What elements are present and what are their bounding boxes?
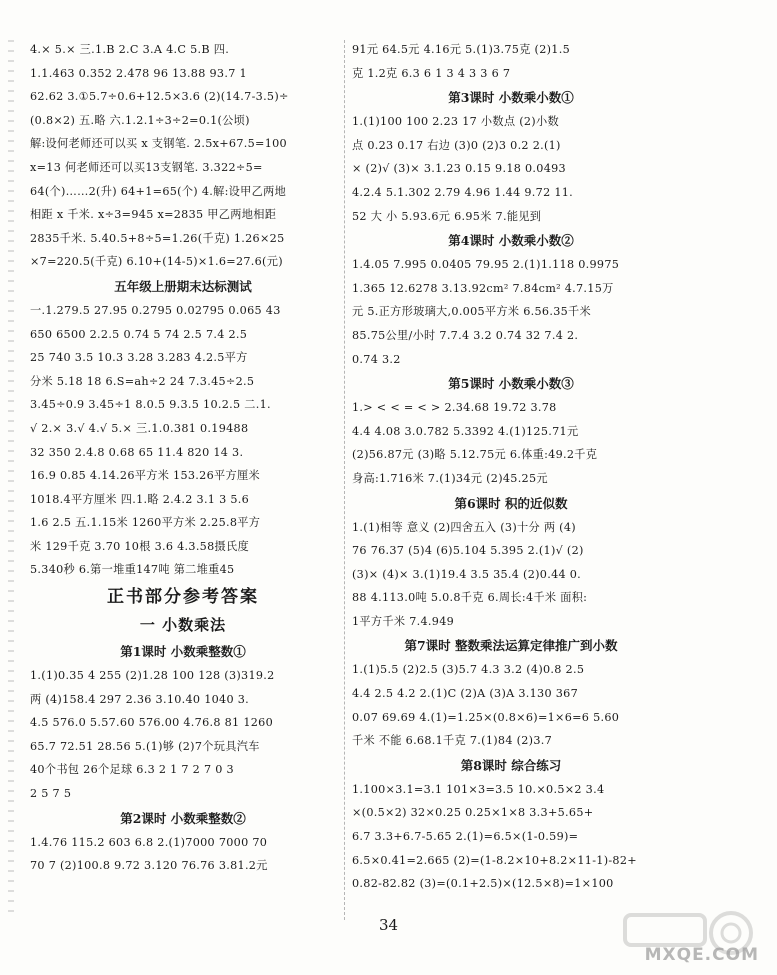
- lesson-title: 第3课时 小数乘小数①: [448, 90, 574, 106]
- lesson6-lines: [352, 516, 670, 634]
- answer-line: × (2)√ (3)× 3.1.23 0.15 9.18 0.0493: [352, 162, 566, 176]
- answer-line: 4.5 576.0 5.57.60 576.00 4.76.8 81 1260: [30, 716, 273, 730]
- left-lines-test: [30, 299, 336, 582]
- answer-line: 1.4.76 115.2 603 6.8 2.(1)7000 7000 70: [30, 835, 268, 849]
- answer-line: (2)56.87元 (3)略 5.12.75元 6.体重:49.2千克: [352, 448, 598, 462]
- lesson3-lines: [352, 110, 670, 228]
- answer-line: 1.1.463 0.352 2.478 96 13.88 93.7 1: [30, 66, 247, 80]
- answer-line: 40个书包 26个足球 6.3 2 1 7 2 7 0 3: [30, 763, 234, 777]
- answer-line: 1018.4平方厘米 四.1.略 2.4.2 3.1 3 5.6: [30, 492, 250, 506]
- answer-line: 0.82-82.82 (3)=(0.1+2.5)×(12.5×8)=1×100: [352, 877, 614, 891]
- left-column: [30, 38, 336, 878]
- answer-line: 64(个)……2(升) 64+1=65(个) 4.解:设甲乙两地: [30, 184, 287, 198]
- answer-line: 千米 不能 6.68.1千克 7.(1)84 (2)3.7: [352, 734, 553, 748]
- section-title: 正书部分参考答案: [107, 587, 259, 608]
- lesson1-lines: [30, 664, 336, 806]
- answer-line: ×7=220.5(千克) 6.10+(14-5)×1.6=27.6(元): [30, 255, 283, 269]
- answer-line: √ 2.× 3.√ 4.√ 5.× 三.1.0.381 0.19488: [30, 421, 249, 435]
- lesson-title: 第6课时 积的近似数: [454, 495, 568, 511]
- answer-line: 分米 5.18 18 6.S=ah÷2 24 7.3.45÷2.5: [30, 374, 255, 388]
- answer-line: 两 (4)158.4 297 2.36 3.10.40 1040 3.: [30, 692, 250, 706]
- answer-line: ×(0.5×2) 32×0.25 0.25×1×8 3.3+5.65+: [352, 806, 594, 820]
- answer-line: 4.× 5.× 三.1.B 2.C 3.A 4.C 5.B 四.: [30, 43, 230, 56]
- answer-line: (0.8×2) 五.略 六.1.2.1÷3÷2=0.1(公顷): [30, 113, 250, 127]
- answer-line: 25 740 3.5 10.3 3.28 3.283 4.2.5平方: [30, 351, 248, 365]
- test-title: 五年级上册期末达标测试: [114, 278, 252, 294]
- answer-line: 650 6500 2.2.5 0.74 5 74 2.5 7.4 2.5: [30, 327, 248, 341]
- column-divider: [344, 40, 345, 920]
- answer-line: (3)× (4)× 3.(1)19.4 3.5 35.4 (2)0.44 0.: [352, 567, 582, 581]
- answer-line: 2 5 7 5: [30, 787, 72, 801]
- lesson-title: 第8课时 综合练习: [460, 757, 562, 773]
- answer-line: 身高:1.716米 7.(1)34元 (2)45.25元: [352, 471, 548, 485]
- lesson4-lines: [352, 253, 670, 371]
- answer-line: 32 350 2.4.8 0.68 65 11.4 820 14 3.: [30, 445, 244, 459]
- answer-line: 1.> < < = < > 2.34.68 19.72 3.78: [352, 401, 557, 415]
- answer-line: 91元 64.5元 4.16元 5.(1)3.75克 (2)1.5: [352, 43, 570, 56]
- answer-line: 62.62 3.①5.7÷0.6+12.5×3.6 (2)(14.7-3.5)÷: [30, 90, 289, 104]
- answer-line: 1.(1)5.5 (2)2.5 (3)5.7 4.3 3.2 (4)0.8 2.5: [352, 663, 585, 677]
- answer-line: 1.(1)100 100 2.23 17 小数点 (2)小数: [352, 115, 559, 129]
- answer-line: 1.6 2.5 五.1.15米 1260平方米 2.25.8平方: [30, 516, 261, 530]
- lesson8-lines: [352, 778, 670, 896]
- lesson5-lines: [352, 396, 670, 490]
- answer-line: 88 4.113.0吨 5.0.8千克 6.周长:4千米 面积:: [352, 591, 588, 605]
- lesson2-lines: [30, 831, 336, 878]
- answer-line: 1.4.05 7.995 0.0405 79.95 2.(1)1.118 0.9975: [352, 258, 620, 272]
- answer-line: 克 1.2克 6.3 6 1 3 4 3 3 6 7: [352, 66, 511, 80]
- lesson-title: 第4课时 小数乘小数②: [448, 233, 574, 249]
- answer-line: 0.07 69.69 4.(1)=1.25×(0.8×6)=1×6=6 5.60: [352, 710, 620, 724]
- answer-line: 85.75公里/小时 7.7.4 3.2 0.74 32 7.4 2.: [352, 328, 579, 342]
- answer-line: 点 0.23 0.17 右边 (3)0 (2)3 0.2 2.(1): [352, 138, 561, 152]
- answer-line: 解:设何老师还可以买 x 支钢笔. 2.5x+67.5=100: [30, 137, 287, 151]
- chapter-title: 一 小数乘法: [139, 616, 227, 635]
- answer-line: 元 5.正方形玻璃大,0.005平方米 6.56.35千米: [352, 305, 592, 319]
- answer-line: 65.7 72.51 28.56 5.(1)够 (2)7个玩具汽车: [30, 739, 260, 753]
- answer-line: 米 129千克 3.70 10根 3.6 4.3.58摄氏度: [30, 539, 249, 553]
- answer-line: 0.74 3.2: [352, 352, 401, 366]
- answer-line: 4.4 2.5 4.2 2.(1)C (2)A (3)A 3.130 367: [352, 687, 578, 701]
- answer-line: x=13 何老师还可以买13支钢笔. 3.322÷5=: [30, 160, 263, 174]
- lesson-title: 第7课时 整数乘法运算定律推广到小数: [404, 638, 618, 654]
- right-lines-top: [352, 38, 670, 85]
- answer-line: 1.(1)0.35 4 255 (2)1.28 100 128 (3)319.2: [30, 669, 275, 683]
- answer-line: 6.5×0.41=2.665 (2)=(1-8.2×10+8.2×11-1)-82+: [352, 853, 637, 867]
- answer-line: 1.100×3.1=3.1 101×3=3.5 10.×0.5×2 3.4: [352, 782, 605, 796]
- binding-margin: [8, 40, 14, 920]
- answer-line: 一.1.279.5 27.95 0.2795 0.02795 0.065 43: [30, 303, 281, 317]
- right-column: [352, 38, 670, 896]
- answer-line: 4.2.4 5.1.302 2.79 4.96 1.44 9.72 11.: [352, 185, 574, 199]
- answer-line: 1.(1)相等 意义 (2)四舍五入 (3)十分 两 (4): [352, 520, 576, 534]
- answer-line: 1平方千米 7.4.949: [352, 614, 455, 628]
- answer-line: 3.45÷0.9 3.45÷1 8.0.5 9.3.5 10.2.5 二.1.: [30, 398, 271, 412]
- page-number: 34: [378, 916, 399, 934]
- left-lines-top: [30, 38, 336, 274]
- lesson7-lines: [352, 658, 670, 752]
- lesson-title: 第2课时 小数乘整数②: [120, 810, 246, 826]
- answer-line: 相距 x 千米. x÷3=945 x=2835 甲乙两地相距: [30, 208, 277, 222]
- answer-line: 2835千米. 5.40.5+8÷5=1.26(千克) 1.26×25: [30, 231, 285, 245]
- answer-line: 4.4 4.08 3.0.782 5.3392 4.(1)125.71元: [352, 424, 579, 438]
- answer-line: 6.7 3.3+6.7-5.65 2.(1)=6.5×(1-0.59)=: [352, 830, 579, 844]
- answer-line: 70 7 (2)100.8 9.72 3.120 76.76 3.81.2元: [30, 859, 268, 873]
- answer-line: 1.365 12.6278 3.13.92cm² 7.84cm² 4.7.15万: [352, 281, 614, 295]
- watermark-text: MXQE.COM: [644, 945, 759, 965]
- answer-line: 52 大 小 5.93.6元 6.95米 7.能见到: [352, 209, 542, 223]
- answer-line: 16.9 0.85 4.14.26平方米 153.26平方厘米: [30, 469, 260, 483]
- answer-line: 76 76.37 (5)4 (6)5.104 5.395 2.(1)√ (2): [352, 544, 584, 558]
- answer-line: 5.340秒 6.第一堆重147吨 第二堆重45: [30, 563, 235, 577]
- lesson-title: 第1课时 小数乘整数①: [120, 644, 246, 660]
- lesson-title: 第5课时 小数乘小数③: [448, 376, 574, 392]
